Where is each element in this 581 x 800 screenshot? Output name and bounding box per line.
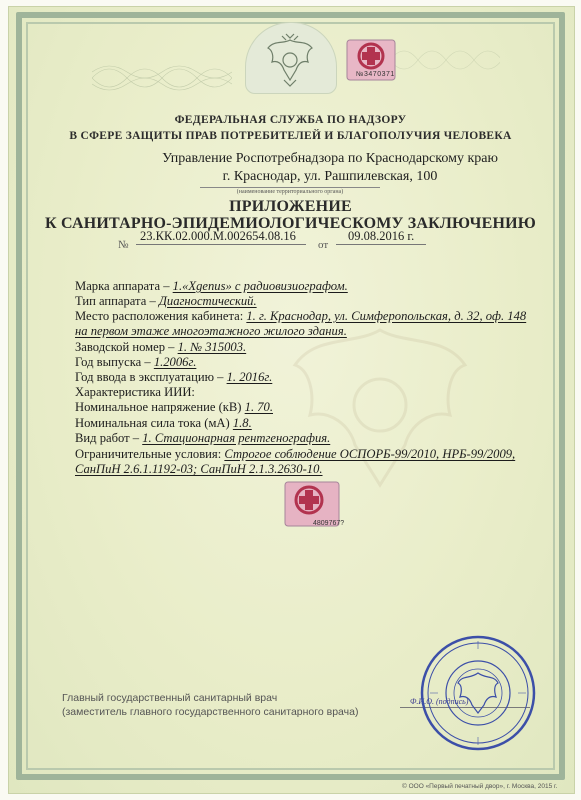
document-subtitle: К САНИТАРНО-ЭПИДЕМИОЛОГИЧЕСКОМУ ЗАКЛЮЧЕНИЮ [45, 215, 536, 232]
authority-caption: (наименование территориального органа) [200, 187, 380, 195]
underline [336, 244, 426, 245]
printer-note: © ООО «Первый печатный двор», г. Москва, 2015 г. [402, 783, 558, 790]
underline [136, 244, 306, 245]
official-seal-icon [418, 633, 538, 753]
document-date: 09.08.2016 г. [348, 229, 415, 243]
authority-address: г. Краснодар, ул. Рашпилевская, 100 [222, 169, 438, 184]
territorial-authority: Управление Роспотребнадзора по Краснодарскому краю [162, 151, 498, 166]
manufacture-year-field: Год выпуска – 1.2006г. [75, 355, 197, 369]
chief-doctor-title: Главный государственный санитарный врач [62, 692, 278, 704]
commissioning-year-field: Год ввода в эксплуатацию – 1. 2016г. [75, 370, 273, 384]
document-title: ПРИЛОЖЕНИЕ [229, 198, 352, 215]
agency-name-line1: ФЕДЕРАЛЬНАЯ СЛУЖБА ПО НАДЗОРУ [174, 114, 407, 126]
nominal-current-field: Номинальная сила тока (мА) 1.8. [75, 416, 252, 430]
radiation-source-heading: Характеристика ИИИ: [75, 385, 195, 399]
nominal-voltage-field: Номинальное напряжение (кВ) 1. 70. [75, 400, 273, 414]
signature: Ф.И.О. (подпись) [410, 697, 469, 706]
restrictions-field: Ограничительные условия: Строгое соблюдение ОСПОРБ-99/2010, НРБ-99/2009, СанПиН 2.6.1.1192-03; СанПиН 2.1.3.2630-10. [75, 447, 516, 476]
cabinet-location-field: Место расположения кабинета: 1. г. Краснодар, ул. Симферопольская, д. 32, оф. 148 на первом этаже многоэтажного жилого здания. [75, 309, 527, 338]
agency-name-line2: В СФЕРЕ ЗАЩИТЫ ПРАВ ПОТРЕБИТЕЛЕЙ И БЛАГОПОЛУЧИЯ ЧЕЛОВЕКА [69, 130, 512, 142]
document-number: 23.КК.02.000.М.002654.08.16 [140, 229, 296, 243]
work-type-field: Вид работ – 1. Стационарная рентгенография. [75, 431, 331, 445]
serial-number-field: Заводской номер – 1. № 315003. [75, 340, 247, 354]
device-brand-field: Марка аппарата – 1.«Xgenus» с радиовизиографом. [75, 279, 348, 293]
document-number-row [118, 229, 448, 252]
device-type-field: Тип аппарата – Диагностический. [75, 294, 257, 308]
guilloche-pattern [92, 60, 232, 96]
hologram-number: 4809767? [313, 520, 345, 527]
guilloche-pattern [390, 40, 500, 80]
hologram-number: №3470371 [356, 71, 395, 78]
double-headed-eagle-icon [262, 30, 318, 88]
date-label: от [318, 239, 329, 251]
number-label: № [118, 239, 129, 251]
deputy-title: (заместитель главного государственного санитарного врача) [62, 706, 359, 718]
